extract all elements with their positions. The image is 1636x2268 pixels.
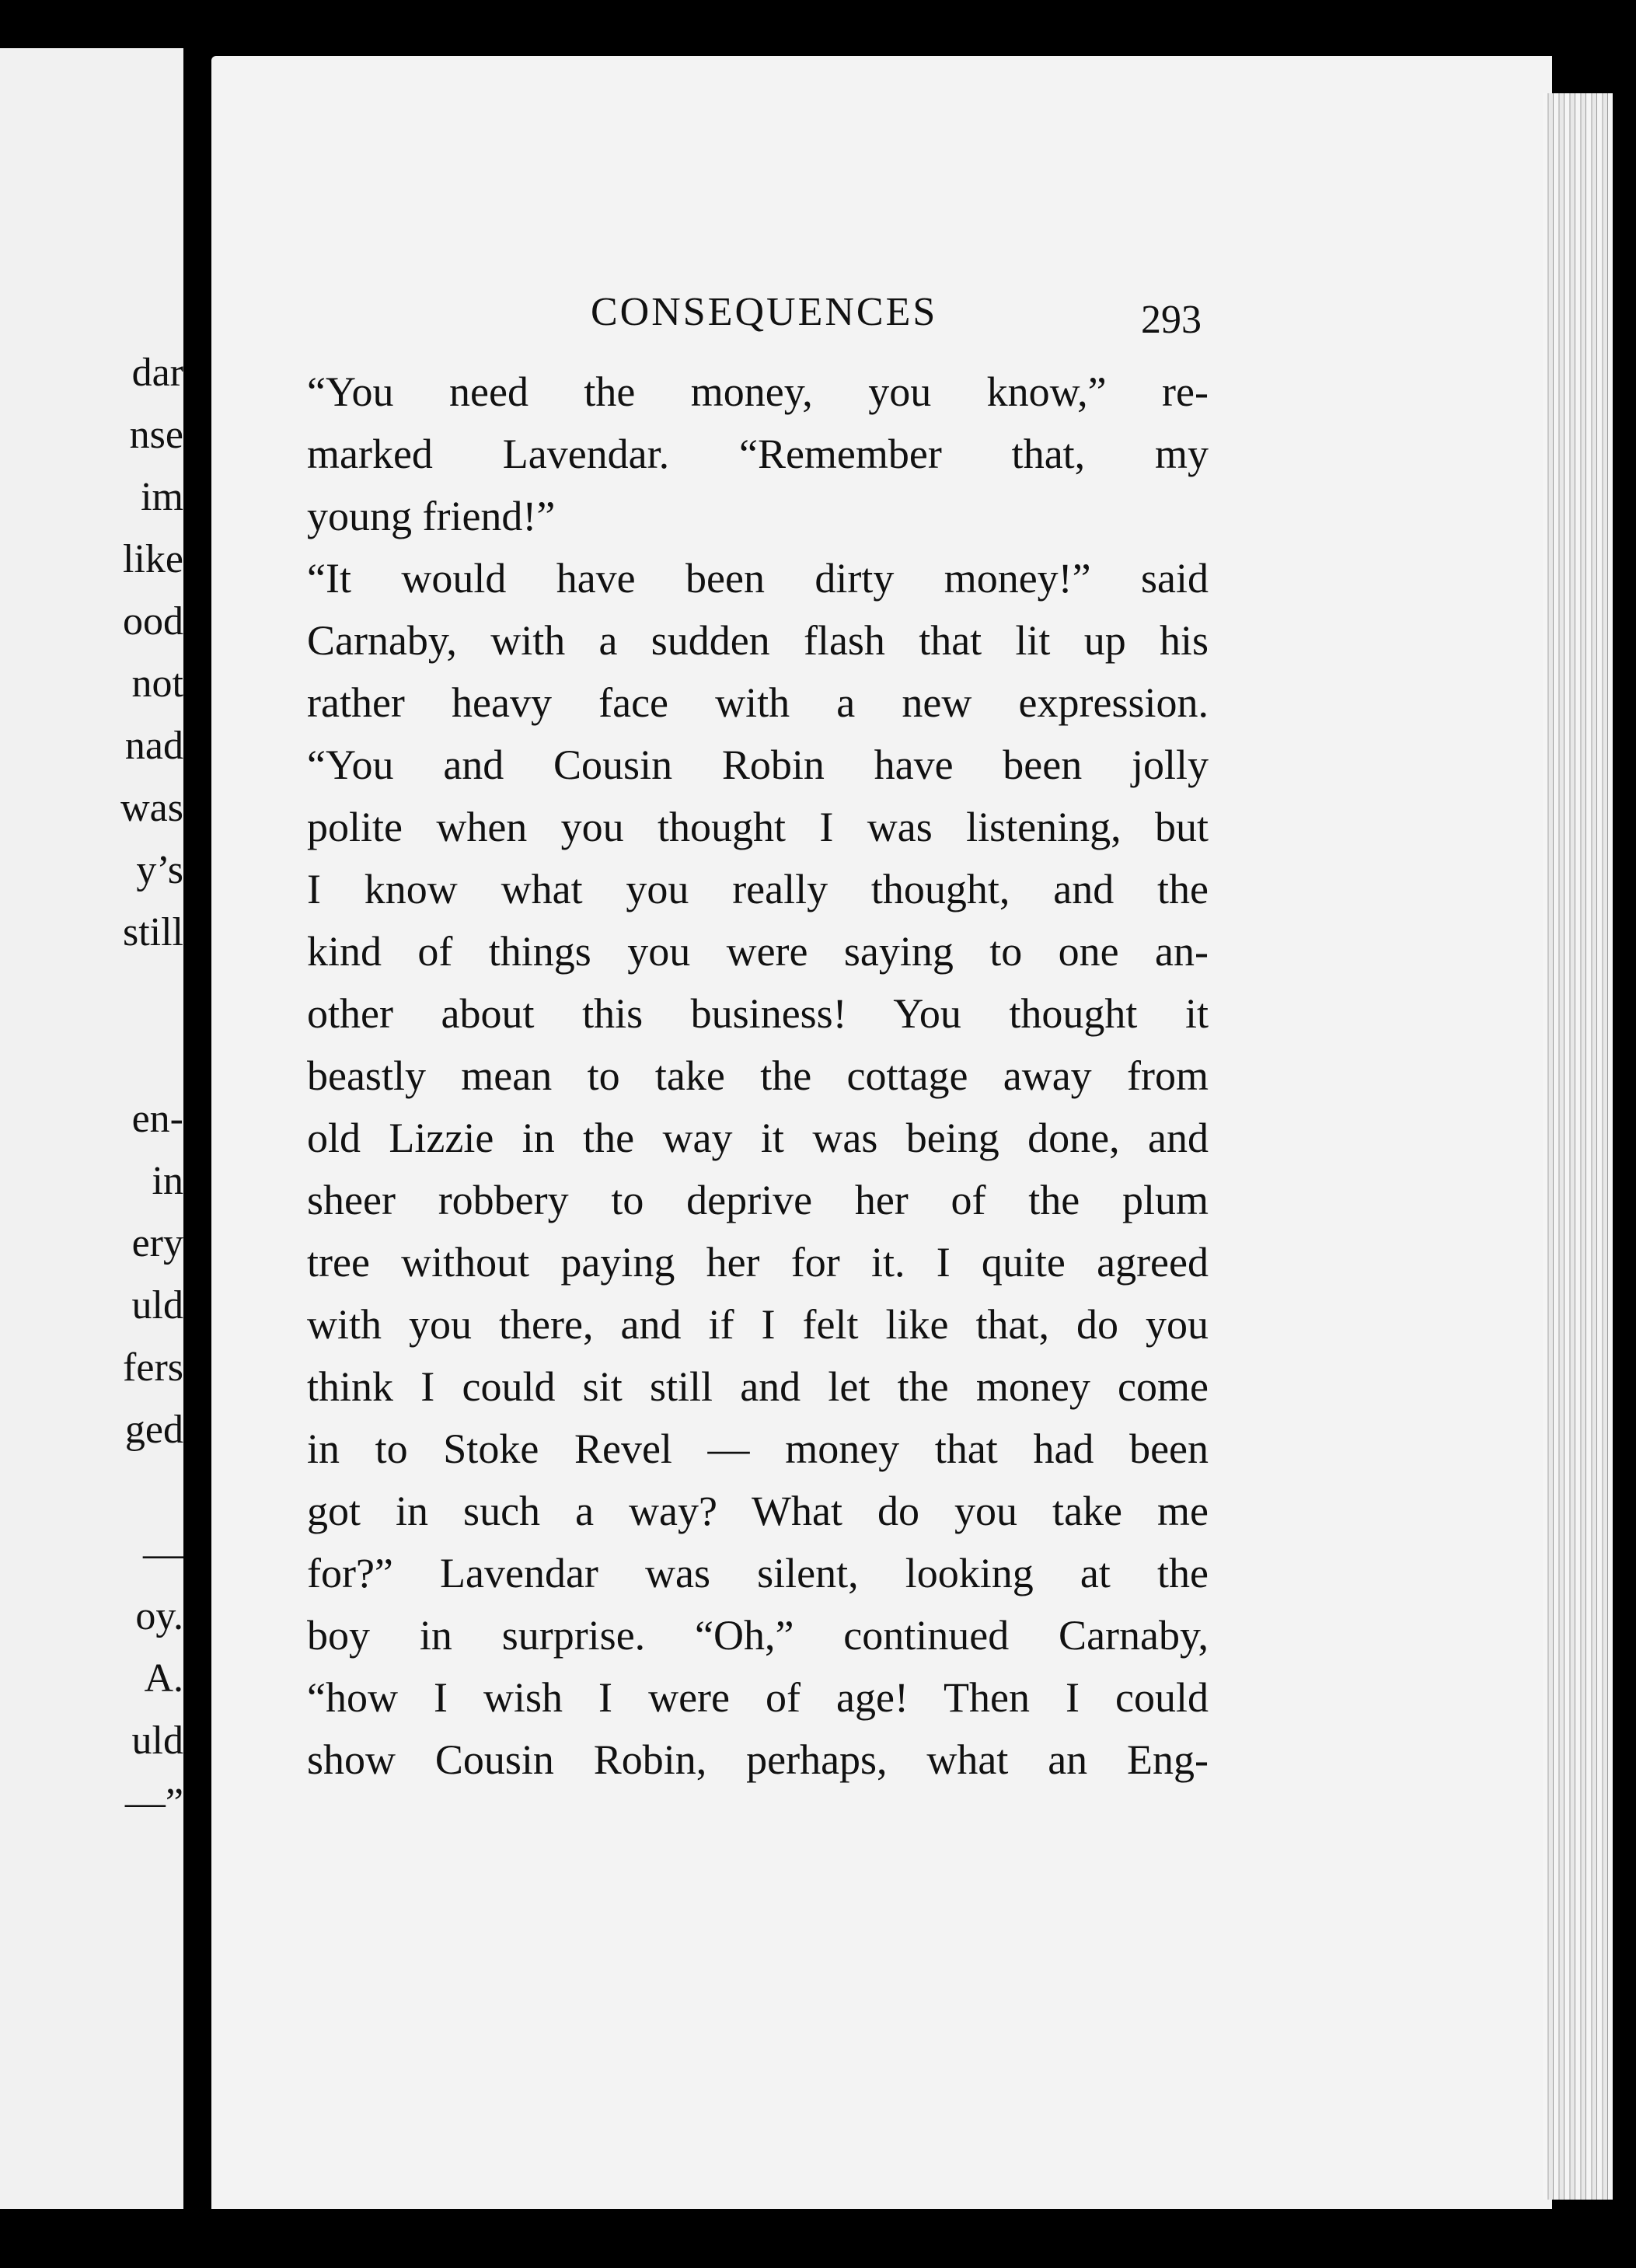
text-line: show Cousin Robin, perhaps, what an Eng- xyxy=(307,1736,1209,1783)
text-line: “It would have been dirty money!” said xyxy=(307,555,1209,602)
page-edges xyxy=(1543,93,1613,2200)
fragment-line: like xyxy=(123,537,183,581)
fragment-line: A. xyxy=(144,1656,183,1701)
book-gutter xyxy=(183,0,211,2268)
text-line: think I could sit still and let the money come xyxy=(307,1363,1209,1410)
facing-page-fragment xyxy=(0,48,191,2209)
fragment-line: uld xyxy=(131,1283,183,1328)
fragment-line: en- xyxy=(131,1097,183,1141)
fragment-line: ood xyxy=(123,599,183,644)
fragment-line: not xyxy=(131,661,183,706)
text-line: old Lizzie in the way it was being done, and xyxy=(307,1115,1209,1161)
text-line: “You need the money, you know,” re- xyxy=(307,368,1209,415)
text-line: other about this business! You thought it xyxy=(307,990,1209,1037)
text-line: I know what you really thought, and the xyxy=(307,866,1209,912)
text-line: Carnaby, with a sudden flash that lit up his xyxy=(307,617,1209,664)
text-line: young friend!” xyxy=(307,493,556,539)
fragment-line: uld xyxy=(131,1718,183,1763)
text-line: in to Stoke Revel — money that had been xyxy=(307,1425,1209,1472)
fragment-line: im xyxy=(141,475,183,519)
fragment-line: dar xyxy=(131,351,183,395)
fragment-line: y’s xyxy=(136,848,183,892)
text-line: with you there, and if I felt like that, do you xyxy=(307,1301,1209,1348)
text-line: rather heavy face with a new expression. xyxy=(307,679,1209,726)
text-line: marked Lavendar. “Remember that, my xyxy=(307,431,1209,477)
text-line: boy in surprise. “Oh,” continued Carnaby, xyxy=(307,1612,1209,1659)
text-line: sheer robbery to deprive her of the plum xyxy=(307,1177,1209,1223)
fragment-line: nse xyxy=(129,413,183,457)
text-line: tree without paying her for it. I quite agreed xyxy=(307,1239,1209,1286)
running-head: CONSEQUENCES xyxy=(591,290,938,334)
fragment-line: was xyxy=(120,786,183,830)
fragment-line: fers xyxy=(123,1345,183,1390)
text-line: “how I wish I were of age! Then I could xyxy=(307,1674,1209,1721)
text-line: kind of things you were saying to one an- xyxy=(307,928,1209,975)
fragment-line: still xyxy=(122,910,183,954)
fragment-line: ery xyxy=(131,1221,183,1265)
text-line: beastly mean to take the cottage away from xyxy=(307,1052,1209,1099)
fragment-line: oy. xyxy=(135,1594,183,1638)
fragment-line: —” xyxy=(124,1781,183,1825)
text-line: “You and Cousin Robin have been jolly xyxy=(307,741,1209,788)
text-line: for?” Lavendar was silent, looking at the xyxy=(307,1550,1209,1596)
text-line: got in such a way? What do you take me xyxy=(307,1488,1209,1534)
fragment-line: in xyxy=(152,1159,183,1203)
fragment-line: — xyxy=(143,1532,183,1576)
text-line: polite when you thought I was listening, but xyxy=(307,804,1209,850)
fragment-line: nad xyxy=(124,724,183,768)
fragment-line: ged xyxy=(124,1408,183,1452)
page-number: 293 xyxy=(1141,298,1202,342)
